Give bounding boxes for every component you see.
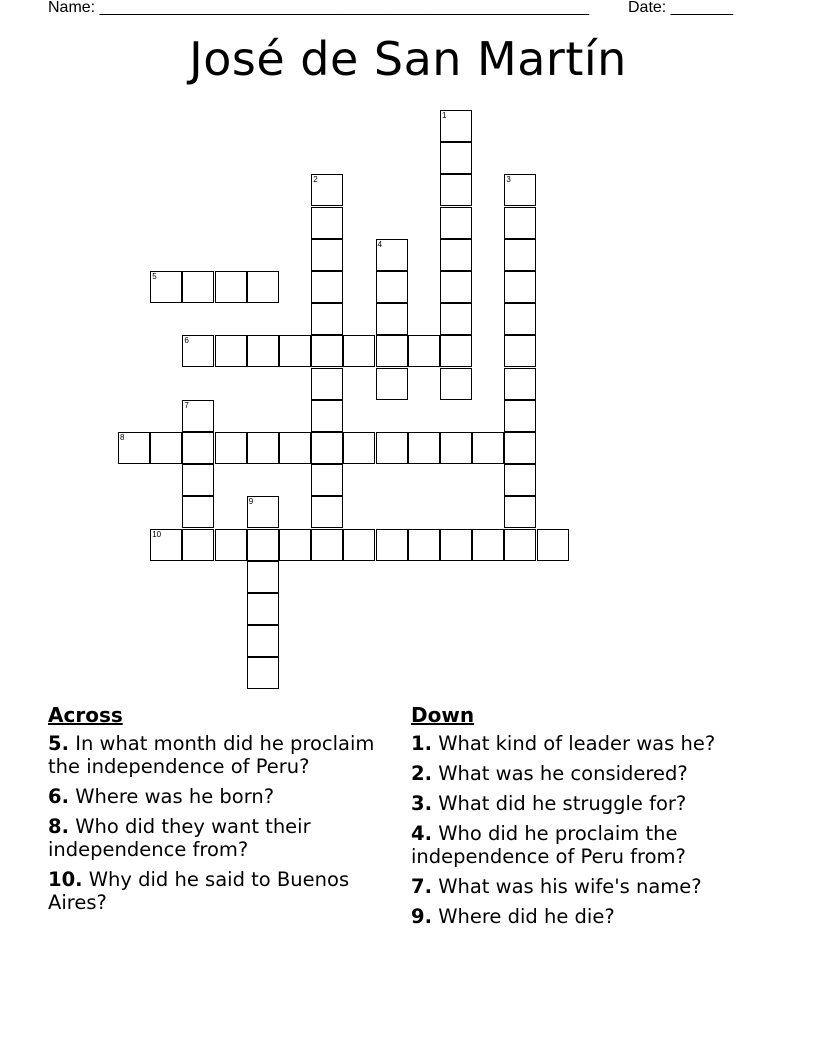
crossword-cell[interactable] [247, 529, 279, 561]
crossword-cell[interactable] [182, 335, 214, 367]
crossword-cell[interactable] [376, 368, 408, 400]
clue-text: What was he considered? [438, 762, 688, 785]
clue-across-6 [48, 785, 388, 808]
crossword-cell[interactable] [504, 464, 536, 496]
clue-text: What kind of leader was he? [438, 732, 716, 755]
crossword-cell[interactable] [311, 174, 343, 206]
crossword-cell[interactable] [150, 271, 182, 303]
crossword-cell[interactable] [182, 432, 214, 464]
crossword-cell[interactable] [440, 239, 472, 271]
crossword-cell[interactable] [408, 432, 440, 464]
clue-number: 9. [411, 905, 432, 928]
crossword-cell[interactable] [504, 174, 536, 206]
cell-number: 3 [506, 175, 511, 185]
crossword-cell[interactable] [376, 529, 408, 561]
crossword-cell[interactable] [182, 529, 214, 561]
crossword-cell[interactable] [440, 303, 472, 335]
crossword-cell[interactable] [504, 303, 536, 335]
crossword-cell[interactable] [182, 496, 214, 528]
clue-number: 1. [411, 732, 432, 755]
crossword-cell[interactable] [440, 174, 472, 206]
clue-number: 5. [48, 732, 69, 755]
cell-number: 7 [184, 400, 189, 410]
clue-number: 4. [411, 822, 432, 845]
crossword-cell[interactable] [118, 432, 150, 464]
crossword-cell[interactable] [182, 271, 214, 303]
crossword-cell[interactable] [376, 239, 408, 271]
clue-number: 3. [411, 792, 432, 815]
crossword-cell[interactable] [311, 464, 343, 496]
crossword-cell[interactable] [504, 529, 536, 561]
clue-number: 8. [48, 815, 69, 838]
cell-number: 2 [313, 175, 318, 185]
crossword-cell[interactable] [182, 464, 214, 496]
crossword-cell[interactable] [343, 529, 375, 561]
crossword-cell[interactable] [504, 239, 536, 271]
clue-text: What was his wife's name? [438, 875, 702, 898]
crossword-cell[interactable] [408, 529, 440, 561]
clue-down-4 [411, 822, 751, 868]
name-field-label: Name: _______________________________________________________ [48, 0, 589, 16]
crossword-cell[interactable] [504, 432, 536, 464]
clue-text: Why did he said to Buenos Aires? [48, 868, 350, 914]
across-heading: Across [48, 703, 123, 727]
page-title: José de San Martín [189, 32, 627, 86]
clue-down-7 [411, 875, 751, 898]
cell-number: 1 [442, 111, 447, 120]
crossword-cell[interactable] [440, 271, 472, 303]
clue-number: 7. [411, 875, 432, 898]
clue-text: What did he struggle for? [438, 792, 687, 815]
down-clues [411, 703, 751, 935]
crossword-cell[interactable] [504, 207, 536, 239]
cell-number: 8 [120, 433, 125, 442]
crossword-cell[interactable] [376, 303, 408, 335]
crossword-cell[interactable] [247, 335, 279, 367]
date-field-label: Date: _______ [628, 0, 733, 16]
crossword-cell[interactable] [440, 368, 472, 400]
crossword-cell[interactable] [215, 432, 247, 464]
clue-text: Where was he born? [75, 785, 275, 808]
crossword-cell[interactable] [311, 368, 343, 400]
crossword-cell[interactable] [343, 335, 375, 367]
crossword-cell[interactable] [376, 335, 408, 367]
crossword-cell[interactable] [311, 335, 343, 367]
crossword-cell[interactable] [215, 529, 247, 561]
clue-text: Who did he proclaim the independence of Peru from? [411, 822, 686, 868]
crossword-cell[interactable] [504, 368, 536, 400]
crossword-cell[interactable] [182, 400, 214, 432]
crossword-cell[interactable] [279, 529, 311, 561]
clue-number: 10. [48, 868, 83, 891]
crossword-cell[interactable] [440, 142, 472, 174]
clue-text: In what month did he proclaim the independence of Peru? [48, 732, 375, 778]
crossword-cell[interactable] [279, 432, 311, 464]
crossword-cell[interactable] [247, 593, 279, 625]
crossword-cell[interactable] [343, 432, 375, 464]
crossword-cell[interactable] [215, 335, 247, 367]
crossword-cell[interactable] [440, 335, 472, 367]
clue-down-9 [411, 905, 751, 928]
crossword-cell[interactable] [150, 432, 182, 464]
crossword-cell[interactable] [376, 432, 408, 464]
crossword-cell[interactable] [279, 335, 311, 367]
crossword-cell[interactable] [504, 400, 536, 432]
clue-number: 2. [411, 762, 432, 785]
crossword-cell[interactable] [247, 561, 279, 593]
clue-across-10 [48, 868, 388, 914]
clue-number: 6. [48, 785, 69, 808]
clue-down-1 [411, 732, 751, 755]
across-clues [48, 703, 388, 921]
crossword-cell[interactable] [311, 529, 343, 561]
crossword-cell[interactable] [150, 529, 182, 561]
clue-down-3 [411, 792, 751, 815]
clue-across-5 [48, 732, 388, 778]
crossword-cell[interactable] [440, 529, 472, 561]
crossword-cell[interactable] [311, 207, 343, 239]
crossword-cell[interactable] [247, 271, 279, 303]
cell-number: 4 [377, 239, 383, 249]
crossword-cell[interactable] [440, 110, 472, 142]
crossword-cell[interactable] [408, 335, 440, 367]
cell-number: 9 [248, 497, 254, 507]
crossword-cell[interactable] [504, 496, 536, 528]
crossword-cell[interactable] [504, 271, 536, 303]
crossword-cell[interactable] [247, 496, 279, 528]
crossword-cell[interactable] [311, 496, 343, 528]
cell-number: 5 [152, 272, 157, 281]
crossword-cell[interactable] [311, 303, 343, 335]
cell-number: 10 [152, 529, 162, 539]
clue-down-2 [411, 762, 751, 785]
crossword-cell[interactable] [247, 625, 279, 657]
crossword-cell[interactable] [247, 657, 279, 689]
crossword-cell[interactable] [215, 271, 247, 303]
crossword-cell[interactable] [311, 271, 343, 303]
crossword-cell[interactable] [440, 207, 472, 239]
crossword-cell[interactable] [311, 400, 343, 432]
crossword-cell[interactable] [472, 529, 504, 561]
clue-text: Where did he die? [438, 905, 615, 928]
clue-text: Who did they want their independence from? [48, 815, 311, 861]
crossword-cell[interactable] [247, 432, 279, 464]
cell-number: 6 [184, 336, 189, 346]
crossword-cell[interactable] [504, 335, 536, 367]
crossword-cell[interactable] [537, 529, 569, 561]
crossword-cell[interactable] [311, 239, 343, 271]
crossword-cell[interactable] [472, 432, 504, 464]
down-heading: Down [411, 703, 475, 727]
crossword-cell[interactable] [376, 271, 408, 303]
crossword-cell[interactable] [311, 432, 343, 464]
clue-across-8 [48, 815, 388, 861]
crossword-cell[interactable] [440, 432, 472, 464]
